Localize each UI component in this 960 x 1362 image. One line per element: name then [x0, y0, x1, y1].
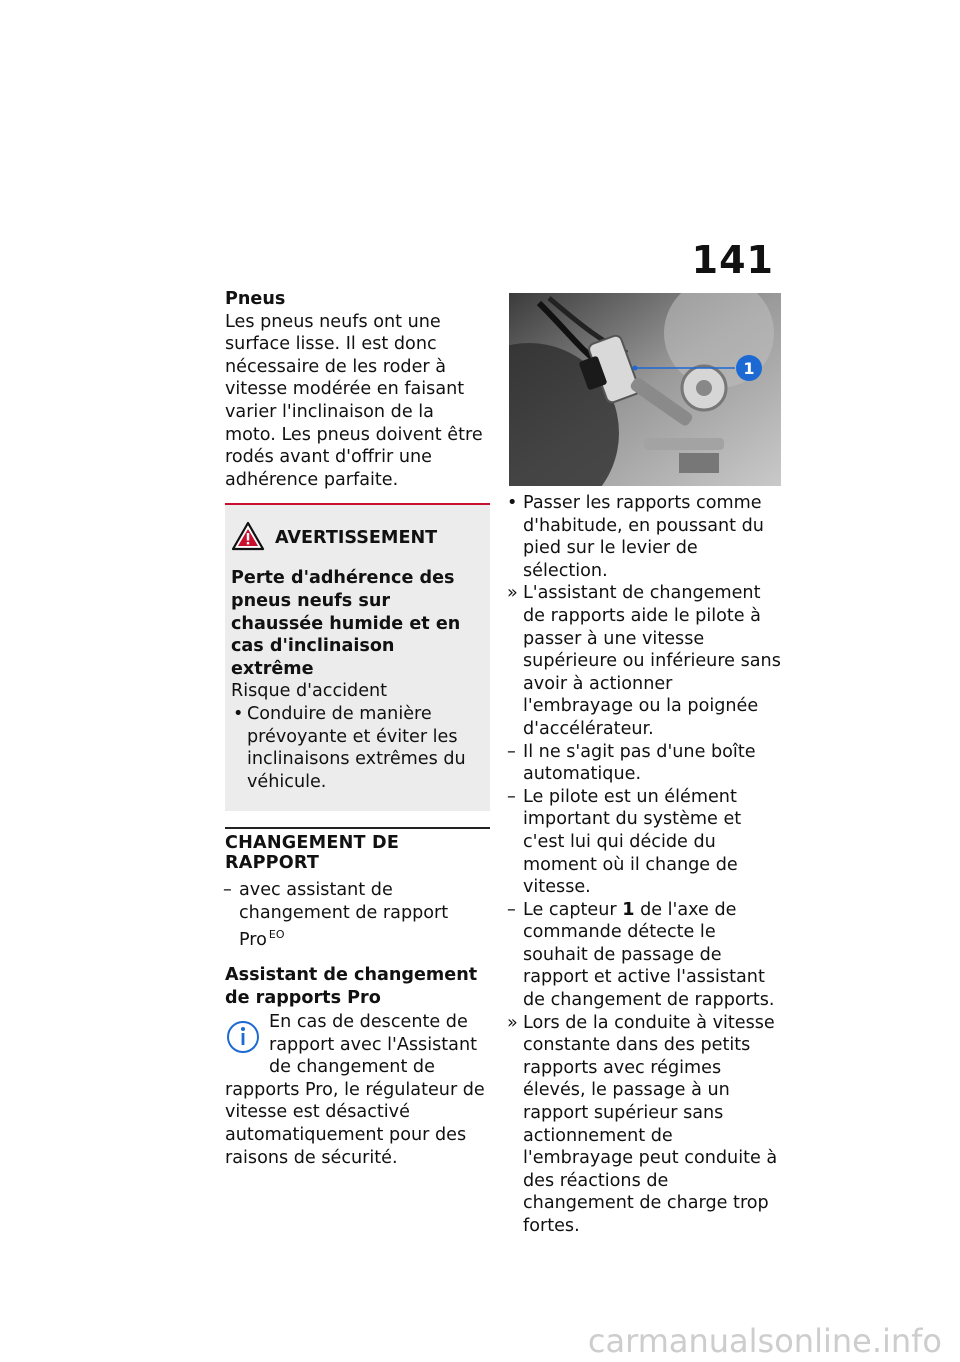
warning-title: AVERTISSEMENT — [275, 528, 438, 549]
section-title: CHANGEMENT DE RAPPORT — [225, 827, 490, 873]
list-item — [509, 1012, 781, 1238]
info-note — [225, 1011, 490, 1169]
warning-header — [231, 521, 482, 555]
list-item — [509, 492, 781, 582]
warning-subtitle: Perte d'adhérence des pneus neufs sur chaussée humide et en cas d'inclinaison extrême — [231, 568, 461, 679]
warning-bullet: • Conduire de manière prévoyante et éviter les inclinaisons extrêmes du véhicule. — [231, 703, 482, 793]
info-icon — [225, 1015, 265, 1057]
list-text-before: Le capteur — [523, 899, 623, 920]
warning-box — [225, 503, 490, 811]
list-text: L'assistant de changement de rapports aide le pilote à passer à une vitesse supérieure ou inférieure sans avoir à actionner l'embrayage ou la poignée d'accélérateur. — [523, 583, 781, 739]
list-text-after: de l'axe de commande détecte le souhait de passage de rapport et active l'assistant de changement de rapports. — [523, 899, 775, 1011]
list-text: Lors de la conduite à vitesse constante dans des petits rapports avec régimes élevés, le passage à un rapport supérieur sans actionnement de l'embrayage peut conduite à des réactions de changement de charge trop fortes. — [523, 1012, 778, 1236]
list-text: Il ne s'agit pas d'une boîte automatique. — [523, 741, 756, 785]
option-mark: EO — [268, 928, 285, 942]
warning-risk: Risque d'accident — [231, 681, 388, 702]
list-item — [509, 741, 781, 786]
watermark: carmanualsonline.info — [587, 1322, 942, 1360]
option-text: avec assistant de changement de rapport Pro — [239, 880, 449, 951]
sensor-reference: 1 — [622, 899, 635, 920]
subsection-title: Assistant de changement de rapports Pro — [225, 964, 478, 1008]
list-item — [509, 786, 781, 899]
right-column — [509, 293, 781, 1238]
option-line — [225, 879, 490, 952]
list-text: Passer les rapports comme d'habitude, en poussant du pied sur le levier de sélection. — [523, 493, 764, 581]
list-marker: » — [507, 583, 518, 604]
list-item — [509, 582, 781, 740]
list-text: Le pilote est un élément important du système et c'est lui qui décide du moment où il change de vitesse. — [523, 786, 742, 898]
photo-callout: 1 — [743, 359, 755, 378]
list-marker: • — [507, 493, 518, 513]
list-marker: – — [507, 741, 516, 762]
warning-triangle-icon — [231, 521, 265, 555]
page-number: 141 — [691, 238, 774, 282]
intro-text: Les pneus neufs ont une surface lisse. Il est donc nécessaire de les roder à vitesse modérée en faisant varier l'inclinaison de la moto. Les pneus doivent être rodés avant d'offrir une adhérence parfaite. — [225, 311, 483, 490]
list-marker: – — [507, 786, 516, 807]
note-text: En cas de descente de rapport avec l'Assistant de changement de rapports Pro, le régulateur de vitesse est désactivé automatiquement pour des raisons de sécurité. — [225, 1012, 485, 1168]
dash-marker: – — [223, 880, 232, 901]
gear-sensor-photo — [509, 293, 781, 486]
list-marker: – — [507, 899, 516, 920]
intro-heading: Pneus — [225, 289, 286, 309]
procedure-list — [509, 492, 781, 1238]
left-column — [225, 288, 490, 1169]
list-marker: » — [507, 1012, 518, 1033]
warning-list — [231, 703, 482, 793]
list-item — [509, 899, 781, 1012]
